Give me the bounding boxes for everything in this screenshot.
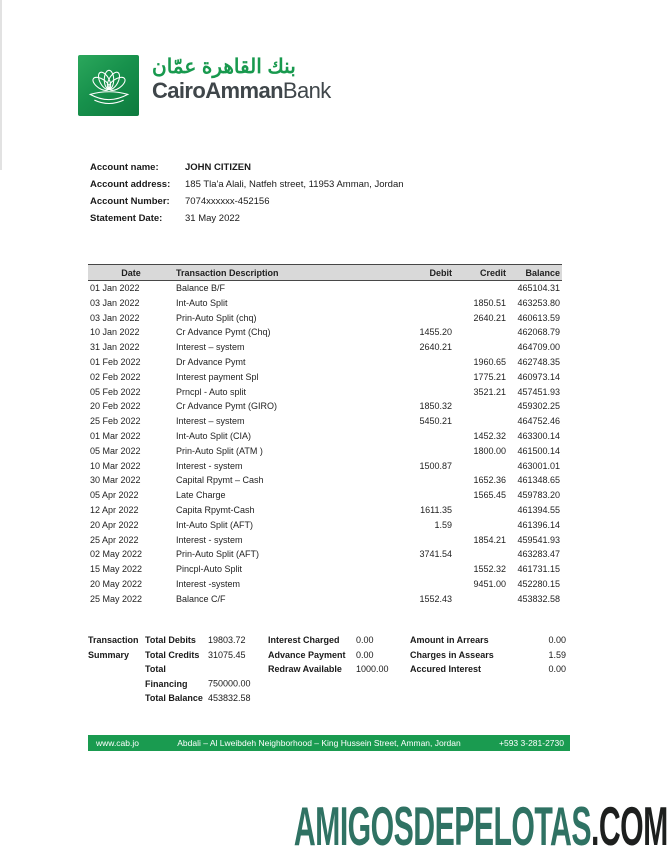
table-row bbox=[88, 562, 562, 577]
table-row bbox=[88, 399, 562, 414]
cell-debit bbox=[410, 385, 452, 400]
cell-description: Capital Rpymt – Cash bbox=[176, 475, 264, 486]
cell-credit: 1565.45 bbox=[473, 490, 506, 501]
cell-credit: 1552.32 bbox=[473, 564, 506, 575]
footer-bar bbox=[88, 735, 570, 751]
account-info bbox=[90, 159, 404, 227]
cell-description: Cr Advance Pymt (GIRO) bbox=[176, 401, 278, 412]
table-header-row bbox=[88, 264, 562, 281]
cell-credit: 2640.21 bbox=[473, 312, 506, 323]
summary-item-label: Redraw Available bbox=[268, 664, 342, 674]
table-row bbox=[88, 414, 562, 429]
cell-date: 01 Jan 2022 bbox=[90, 283, 140, 293]
cell-credit bbox=[452, 503, 506, 518]
cell-date: 01 Feb 2022 bbox=[90, 356, 141, 367]
table-row bbox=[88, 592, 562, 607]
account-name-label: Account name: bbox=[90, 162, 159, 173]
watermark-main: AMIGOSDEPELOTAS bbox=[294, 795, 592, 857]
watermark-suffix: .COM bbox=[591, 795, 668, 857]
cell-debit: 1611.35 bbox=[420, 504, 452, 515]
cell-date: 31 Jan 2022 bbox=[90, 342, 140, 353]
summary-middle bbox=[268, 633, 389, 677]
cell-debit bbox=[410, 577, 452, 592]
cell-date: 03 Jan 2022 bbox=[90, 297, 140, 308]
cell-debit: 2640.21 bbox=[419, 342, 452, 353]
cell-description: Prin-Auto Split (ATM ) bbox=[176, 445, 263, 456]
cell-debit: 3741.54 bbox=[419, 549, 452, 560]
cell-description: Prin-Auto Split (AFT) bbox=[176, 549, 260, 560]
cell-debit bbox=[410, 355, 452, 370]
summary-title bbox=[88, 633, 139, 662]
summary-item-label: Charges in Assears bbox=[410, 649, 494, 660]
cell-description: Prncpl - Auto split bbox=[176, 386, 247, 397]
cell-balance: 457451.93 bbox=[517, 386, 560, 397]
summary-title-line2: Summary bbox=[88, 649, 130, 660]
summary-item bbox=[145, 691, 251, 706]
summary-totals bbox=[145, 633, 251, 706]
summary-item-label: Total Credits bbox=[145, 649, 200, 660]
table-row bbox=[88, 459, 562, 474]
summary-item bbox=[410, 648, 566, 663]
cell-date: 20 May 2022 bbox=[90, 578, 143, 589]
cell-description: Interest – system bbox=[176, 416, 245, 427]
cell-date: 30 Mar 2022 bbox=[90, 475, 141, 486]
account-name-row bbox=[90, 159, 404, 176]
cell-credit: 1850.51 bbox=[473, 297, 506, 308]
cell-debit: 5450.21 bbox=[419, 416, 452, 427]
bank-header bbox=[78, 55, 331, 116]
summary-item bbox=[145, 662, 251, 691]
cell-credit bbox=[452, 518, 506, 533]
summary-item-value: 0.00 bbox=[548, 664, 566, 674]
table-row bbox=[88, 503, 562, 518]
cell-credit bbox=[452, 399, 506, 414]
summary-item-label: Advance Payment bbox=[268, 649, 346, 660]
summary-title-line1: Transaction bbox=[88, 635, 139, 645]
cell-balance: 463001.01 bbox=[517, 460, 560, 471]
cell-date: 10 Jan 2022 bbox=[90, 327, 140, 338]
cell-credit bbox=[452, 325, 506, 340]
table-row bbox=[88, 385, 562, 400]
transactions-table bbox=[88, 264, 562, 607]
cell-description: Balance B/F bbox=[176, 283, 226, 293]
cell-balance: 462068.79 bbox=[517, 327, 560, 338]
summary-item-value: 0.00 bbox=[548, 635, 566, 645]
cell-credit bbox=[452, 281, 506, 296]
cell-balance: 459783.20 bbox=[517, 490, 560, 501]
cell-debit: 1850.32 bbox=[419, 401, 452, 412]
cell-credit: 1775.21 bbox=[473, 371, 506, 382]
cell-balance: 452280.15 bbox=[517, 578, 560, 589]
summary-item bbox=[145, 648, 251, 663]
table-row bbox=[88, 370, 562, 385]
statement-date-label: Statement Date: bbox=[90, 213, 163, 224]
cell-credit bbox=[452, 340, 506, 355]
summary-item bbox=[268, 648, 389, 663]
table-row bbox=[88, 281, 562, 296]
cell-balance: 460613.59 bbox=[517, 312, 560, 323]
cell-date: 05 Feb 2022 bbox=[90, 386, 141, 397]
cell-date: 10 Mar 2022 bbox=[90, 460, 141, 471]
cell-date: 25 May 2022 bbox=[90, 593, 143, 604]
table-row bbox=[88, 355, 562, 370]
transaction-summary bbox=[88, 633, 566, 703]
summary-item-value: 750000.00 bbox=[208, 678, 251, 689]
account-address-value: 185 Tla'a Alali, Natfeh street, 11953 Amman, Jordan bbox=[185, 179, 404, 190]
lotus-flower-icon bbox=[86, 63, 132, 109]
cell-date: 05 Apr 2022 bbox=[90, 490, 139, 501]
cell-date: 12 Apr 2022 bbox=[90, 504, 139, 515]
cell-debit bbox=[410, 488, 452, 503]
summary-item-label: Interest Charged bbox=[268, 635, 340, 645]
cell-balance: 460973.14 bbox=[517, 371, 560, 382]
cell-credit bbox=[452, 414, 506, 429]
cell-date: 20 Feb 2022 bbox=[90, 401, 141, 412]
cell-debit bbox=[410, 562, 452, 577]
cell-description: Cr Advance Pymt (Chq) bbox=[176, 327, 271, 338]
summary-item-label: Accured Interest bbox=[410, 664, 482, 674]
cell-debit: 1.59 bbox=[434, 519, 452, 530]
table-row bbox=[88, 340, 562, 355]
cell-balance: 463300.14 bbox=[517, 430, 560, 441]
table-row bbox=[88, 429, 562, 444]
table-row bbox=[88, 311, 562, 326]
summary-item bbox=[268, 662, 389, 677]
cell-date: 02 Feb 2022 bbox=[90, 371, 141, 382]
summary-item-label: Amount in Arrears bbox=[410, 635, 489, 645]
cell-credit: 9451.00 bbox=[473, 578, 506, 589]
bank-name-latin-light: Bank bbox=[282, 78, 331, 103]
bank-logo bbox=[78, 55, 139, 116]
cell-description: Interest - system bbox=[176, 534, 243, 545]
cell-balance: 464752.46 bbox=[517, 416, 560, 427]
cell-debit: 1500.87 bbox=[419, 460, 452, 471]
header-balance: Balance bbox=[525, 268, 560, 278]
watermark bbox=[294, 795, 668, 857]
cell-credit: 1854.21 bbox=[473, 534, 506, 545]
table-row bbox=[88, 547, 562, 562]
cell-description: Pincpl-Auto Split bbox=[176, 564, 243, 575]
cell-debit bbox=[410, 311, 452, 326]
summary-item-label: Total Balance bbox=[145, 693, 203, 703]
header-date: Date bbox=[121, 268, 141, 278]
cell-description: Interest payment Spl bbox=[176, 371, 259, 382]
cell-date: 20 Apr 2022 bbox=[90, 519, 139, 530]
cell-debit: 1552.43 bbox=[419, 593, 452, 604]
summary-item-value: 0.00 bbox=[356, 635, 374, 645]
account-address-row bbox=[90, 176, 404, 193]
statement-date-row bbox=[90, 210, 404, 227]
cell-balance: 459541.93 bbox=[517, 534, 560, 545]
cell-balance: 464709.00 bbox=[517, 342, 560, 353]
cell-date: 15 May 2022 bbox=[90, 564, 143, 575]
summary-item-value: 1.59 bbox=[548, 649, 566, 660]
cell-description: Int-Auto Split (CIA) bbox=[176, 430, 252, 441]
cell-date: 03 Jan 2022 bbox=[90, 312, 140, 323]
cell-description: Capita Rpymt-Cash bbox=[176, 504, 255, 515]
cell-balance: 461396.14 bbox=[517, 519, 560, 530]
cell-description: Interest – system bbox=[176, 342, 245, 353]
account-number-value: 7074xxxxxx-452156 bbox=[185, 196, 270, 207]
table-row bbox=[88, 296, 562, 311]
summary-item-value: 453832.58 bbox=[208, 693, 251, 703]
statement-date-value: 31 May 2022 bbox=[185, 213, 240, 224]
table-row bbox=[88, 325, 562, 340]
summary-item bbox=[410, 662, 566, 677]
bank-name-arabic: بنك القاهرة عمّان bbox=[152, 56, 296, 78]
header-credit: Credit bbox=[479, 268, 506, 278]
cell-balance: 461500.14 bbox=[517, 445, 560, 456]
cell-debit bbox=[410, 370, 452, 385]
cell-credit: 3521.21 bbox=[473, 386, 506, 397]
summary-item-value: 31075.45 bbox=[208, 649, 246, 660]
cell-balance: 465104.31 bbox=[517, 283, 560, 293]
cell-balance: 463253.80 bbox=[517, 297, 560, 308]
table-row bbox=[88, 533, 562, 548]
cell-credit bbox=[452, 592, 506, 607]
cell-balance: 459302.25 bbox=[517, 401, 560, 412]
account-number-row bbox=[90, 193, 404, 210]
cell-credit: 1652.36 bbox=[473, 475, 506, 486]
cell-credit bbox=[452, 459, 506, 474]
cell-description: Balance C/F bbox=[176, 593, 226, 604]
cell-credit bbox=[452, 547, 506, 562]
cell-date: 25 Feb 2022 bbox=[90, 416, 141, 427]
bank-name-latin bbox=[152, 79, 331, 103]
cell-credit: 1800.00 bbox=[473, 445, 506, 456]
cell-description: Interest -system bbox=[176, 578, 241, 589]
cell-debit bbox=[410, 296, 452, 311]
cell-description: Interest - system bbox=[176, 460, 243, 471]
cell-debit: 1455.20 bbox=[419, 327, 452, 338]
bank-name-latin-bold: CairoAmman bbox=[152, 78, 283, 103]
cell-balance: 461394.55 bbox=[517, 504, 560, 515]
cell-description: Late Charge bbox=[176, 490, 226, 501]
cell-debit bbox=[410, 533, 452, 548]
footer-phone: +593 3-281-2730 bbox=[499, 738, 564, 748]
cell-balance: 461731.15 bbox=[517, 564, 560, 575]
account-address-label: Account address: bbox=[90, 179, 171, 190]
table-body bbox=[88, 281, 562, 607]
table-row bbox=[88, 473, 562, 488]
summary-item-value: 19803.72 bbox=[208, 635, 246, 645]
cell-description: Prin-Auto Split (chq) bbox=[176, 312, 257, 323]
summary-item-value: 0.00 bbox=[356, 649, 374, 660]
cell-description: Dr Advance Pymt bbox=[176, 356, 246, 367]
cell-debit bbox=[410, 281, 452, 296]
cell-debit bbox=[410, 473, 452, 488]
summary-item-value: 1000.00 bbox=[356, 664, 389, 674]
cell-date: 05 Mar 2022 bbox=[90, 445, 141, 456]
table-row bbox=[88, 518, 562, 533]
cell-description: Int-Auto Split bbox=[176, 297, 228, 308]
header-debit: Debit bbox=[429, 268, 452, 278]
header-description: Transaction Description bbox=[176, 268, 279, 278]
account-name-value: JOHN CITIZEN bbox=[185, 162, 251, 173]
bank-name-block bbox=[152, 55, 331, 116]
cell-credit: 1452.32 bbox=[473, 430, 506, 441]
account-number-label: Account Number: bbox=[90, 196, 170, 207]
page-edge bbox=[0, 0, 2, 170]
table-row bbox=[88, 577, 562, 592]
cell-date: 01 Mar 2022 bbox=[90, 430, 141, 441]
cell-balance: 461348.65 bbox=[517, 475, 560, 486]
cell-date: 25 Apr 2022 bbox=[90, 534, 139, 545]
cell-description: Int-Auto Split (AFT) bbox=[176, 519, 254, 530]
footer-website: www.cab.jo bbox=[96, 738, 139, 748]
footer-address: Abdali – Al Lweibdeh Neighborhood – King Hussein Street, Amman, Jordan bbox=[177, 738, 461, 748]
cell-balance: 453832.58 bbox=[517, 593, 560, 604]
cell-balance: 463283.47 bbox=[517, 549, 560, 560]
summary-item-label: Total Financing bbox=[145, 664, 188, 689]
cell-debit bbox=[410, 444, 452, 459]
cell-debit bbox=[410, 429, 452, 444]
table-row bbox=[88, 488, 562, 503]
summary-item bbox=[268, 633, 389, 648]
cell-balance: 462748.35 bbox=[517, 356, 560, 367]
summary-item bbox=[145, 633, 251, 648]
summary-item bbox=[410, 633, 566, 648]
cell-credit: 1960.65 bbox=[473, 356, 506, 367]
summary-item-label: Total Debits bbox=[145, 635, 196, 645]
table-row bbox=[88, 444, 562, 459]
summary-right bbox=[410, 633, 566, 677]
cell-date: 02 May 2022 bbox=[90, 549, 143, 560]
